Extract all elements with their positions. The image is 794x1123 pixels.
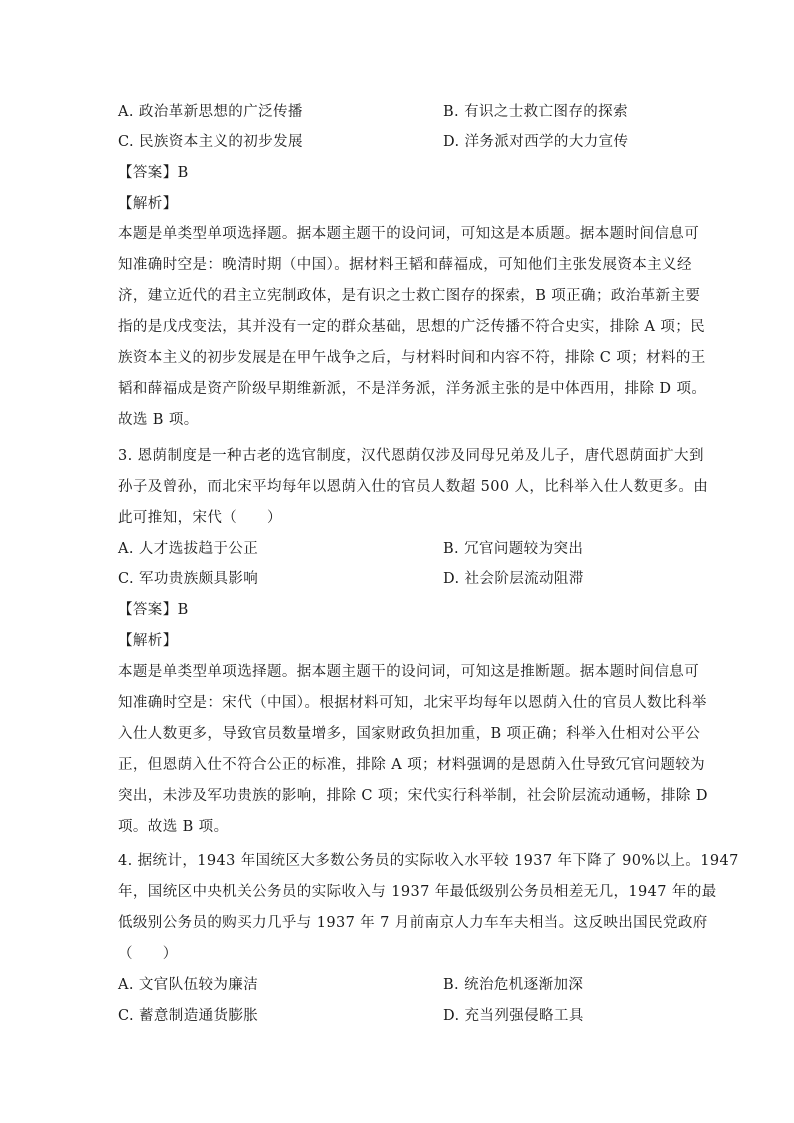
q4-option-d: D. 充当列强侵略工具	[443, 1008, 584, 1024]
q4-stem-line: 4. 据统计，1943 年国统区大多数公务员的实际收入水平较 1937 年下降了 90%以上。1947	[118, 853, 739, 869]
q4-stem-line: 年，国统区中央机关公务员的实际收入与 1937 年最低级别公务员相差无几，1947 年的最	[118, 884, 717, 900]
q3-analysis-line: 入仕人数更多，导致官员数量增多，国家财政负担加重，B 项正确；科举入仕相对公平公	[118, 726, 701, 742]
q4-stem-line: （ ）	[118, 946, 178, 962]
q3-stem-line: 3. 恩荫制度是一种古老的选官制度，汉代恩荫仅涉及同母兄弟及儿子，唐代恩荫面扩大到	[118, 448, 704, 464]
q2-answer: 【答案】B	[118, 165, 189, 181]
q2-analysis-label: 【解析】	[118, 196, 178, 212]
q2-analysis-line: 故选 B 项。	[118, 412, 199, 428]
q3-analysis-line: 项。故选 B 项。	[118, 819, 229, 835]
q3-option-d: D. 社会阶层流动阻滞	[443, 571, 584, 587]
q3-analysis-label: 【解析】	[118, 633, 178, 649]
q2-analysis-line: 本题是单类型单项选择题。据本题主题干的设问词，可知这是本质题。据本题时间信息可	[118, 226, 700, 242]
q3-analysis-line: 知准确时空是：宋代（中国）。根据材料可知，北宋平均每年以恩荫入仕的官员人数比科举	[118, 695, 707, 711]
q2-option-d: D. 洋务派对西学的大力宣传	[443, 134, 629, 150]
q3-analysis-line: 正，但恩荫入仕不符合公正的标准，排除 A 项；材料强调的是恩荫入仕导致冗官问题较为	[118, 757, 706, 773]
q2-analysis-line: 指的是戊戌变法，其并没有一定的群众基础，思想的广泛传播不符合史实，排除 A 项；民	[118, 319, 706, 335]
q2-analysis-line: 济，建立近代的君主立宪制政体，是有识之士救亡图存的探索，B 项正确；政治革新主要	[118, 288, 701, 304]
q3-option-a: A. 人才选拔趋于公正	[118, 541, 259, 557]
q4-option-a: A. 文官队伍较为廉洁	[118, 977, 259, 993]
q2-option-c: C. 民族资本主义的初步发展	[118, 134, 303, 150]
q4-option-c: C. 蓄意制造通货膨胀	[118, 1008, 259, 1024]
q3-option-c: C. 军功贵族颇具影响	[118, 571, 259, 587]
q2-analysis-line: 知准确时空是：晚清时期（中国）。据材料王韬和薛福成，可知他们主张发展资本主义经	[118, 257, 692, 273]
q3-stem-line: 此可推知，宋代（ ）	[118, 510, 282, 526]
q4-option-b: B. 统治危机逐渐加深	[443, 977, 584, 993]
q3-stem-line: 孙子及曾孙，而北宋平均每年以恩荫入仕的官员人数超 500 人，比科举入仕人数更多。由	[118, 479, 709, 495]
q2-option-a: A. 政治革新思想的广泛传播	[118, 104, 303, 120]
q3-option-b: B. 冗官问题较为突出	[443, 541, 584, 557]
q4-stem-line: 低级别公务员的购买力几乎与 1937 年 7 月前南京人力车车夫相当。这反映出国民党政府	[118, 915, 708, 931]
q2-option-b: B. 有识之士救亡图存的探索	[443, 104, 628, 120]
q2-analysis-line: 韬和薛福成是资产阶级早期维新派，不是洋务派，洋务派主张的是中体西用，排除 D 项。	[118, 381, 707, 397]
q3-answer: 【答案】B	[118, 602, 189, 618]
q3-analysis-line: 本题是单类型单项选择题。据本题主题干的设问词，可知这是推断题。据本题时间信息可	[118, 664, 700, 680]
q3-analysis-line: 突出，未涉及军功贵族的影响，排除 C 项；宋代实行科举制，社会阶层流动通畅，排除 D	[118, 788, 708, 804]
q2-analysis-line: 族资本主义的初步发展是在甲午战争之后，与材料时间和内容不符，排除 C 项；材料的王	[118, 350, 706, 366]
